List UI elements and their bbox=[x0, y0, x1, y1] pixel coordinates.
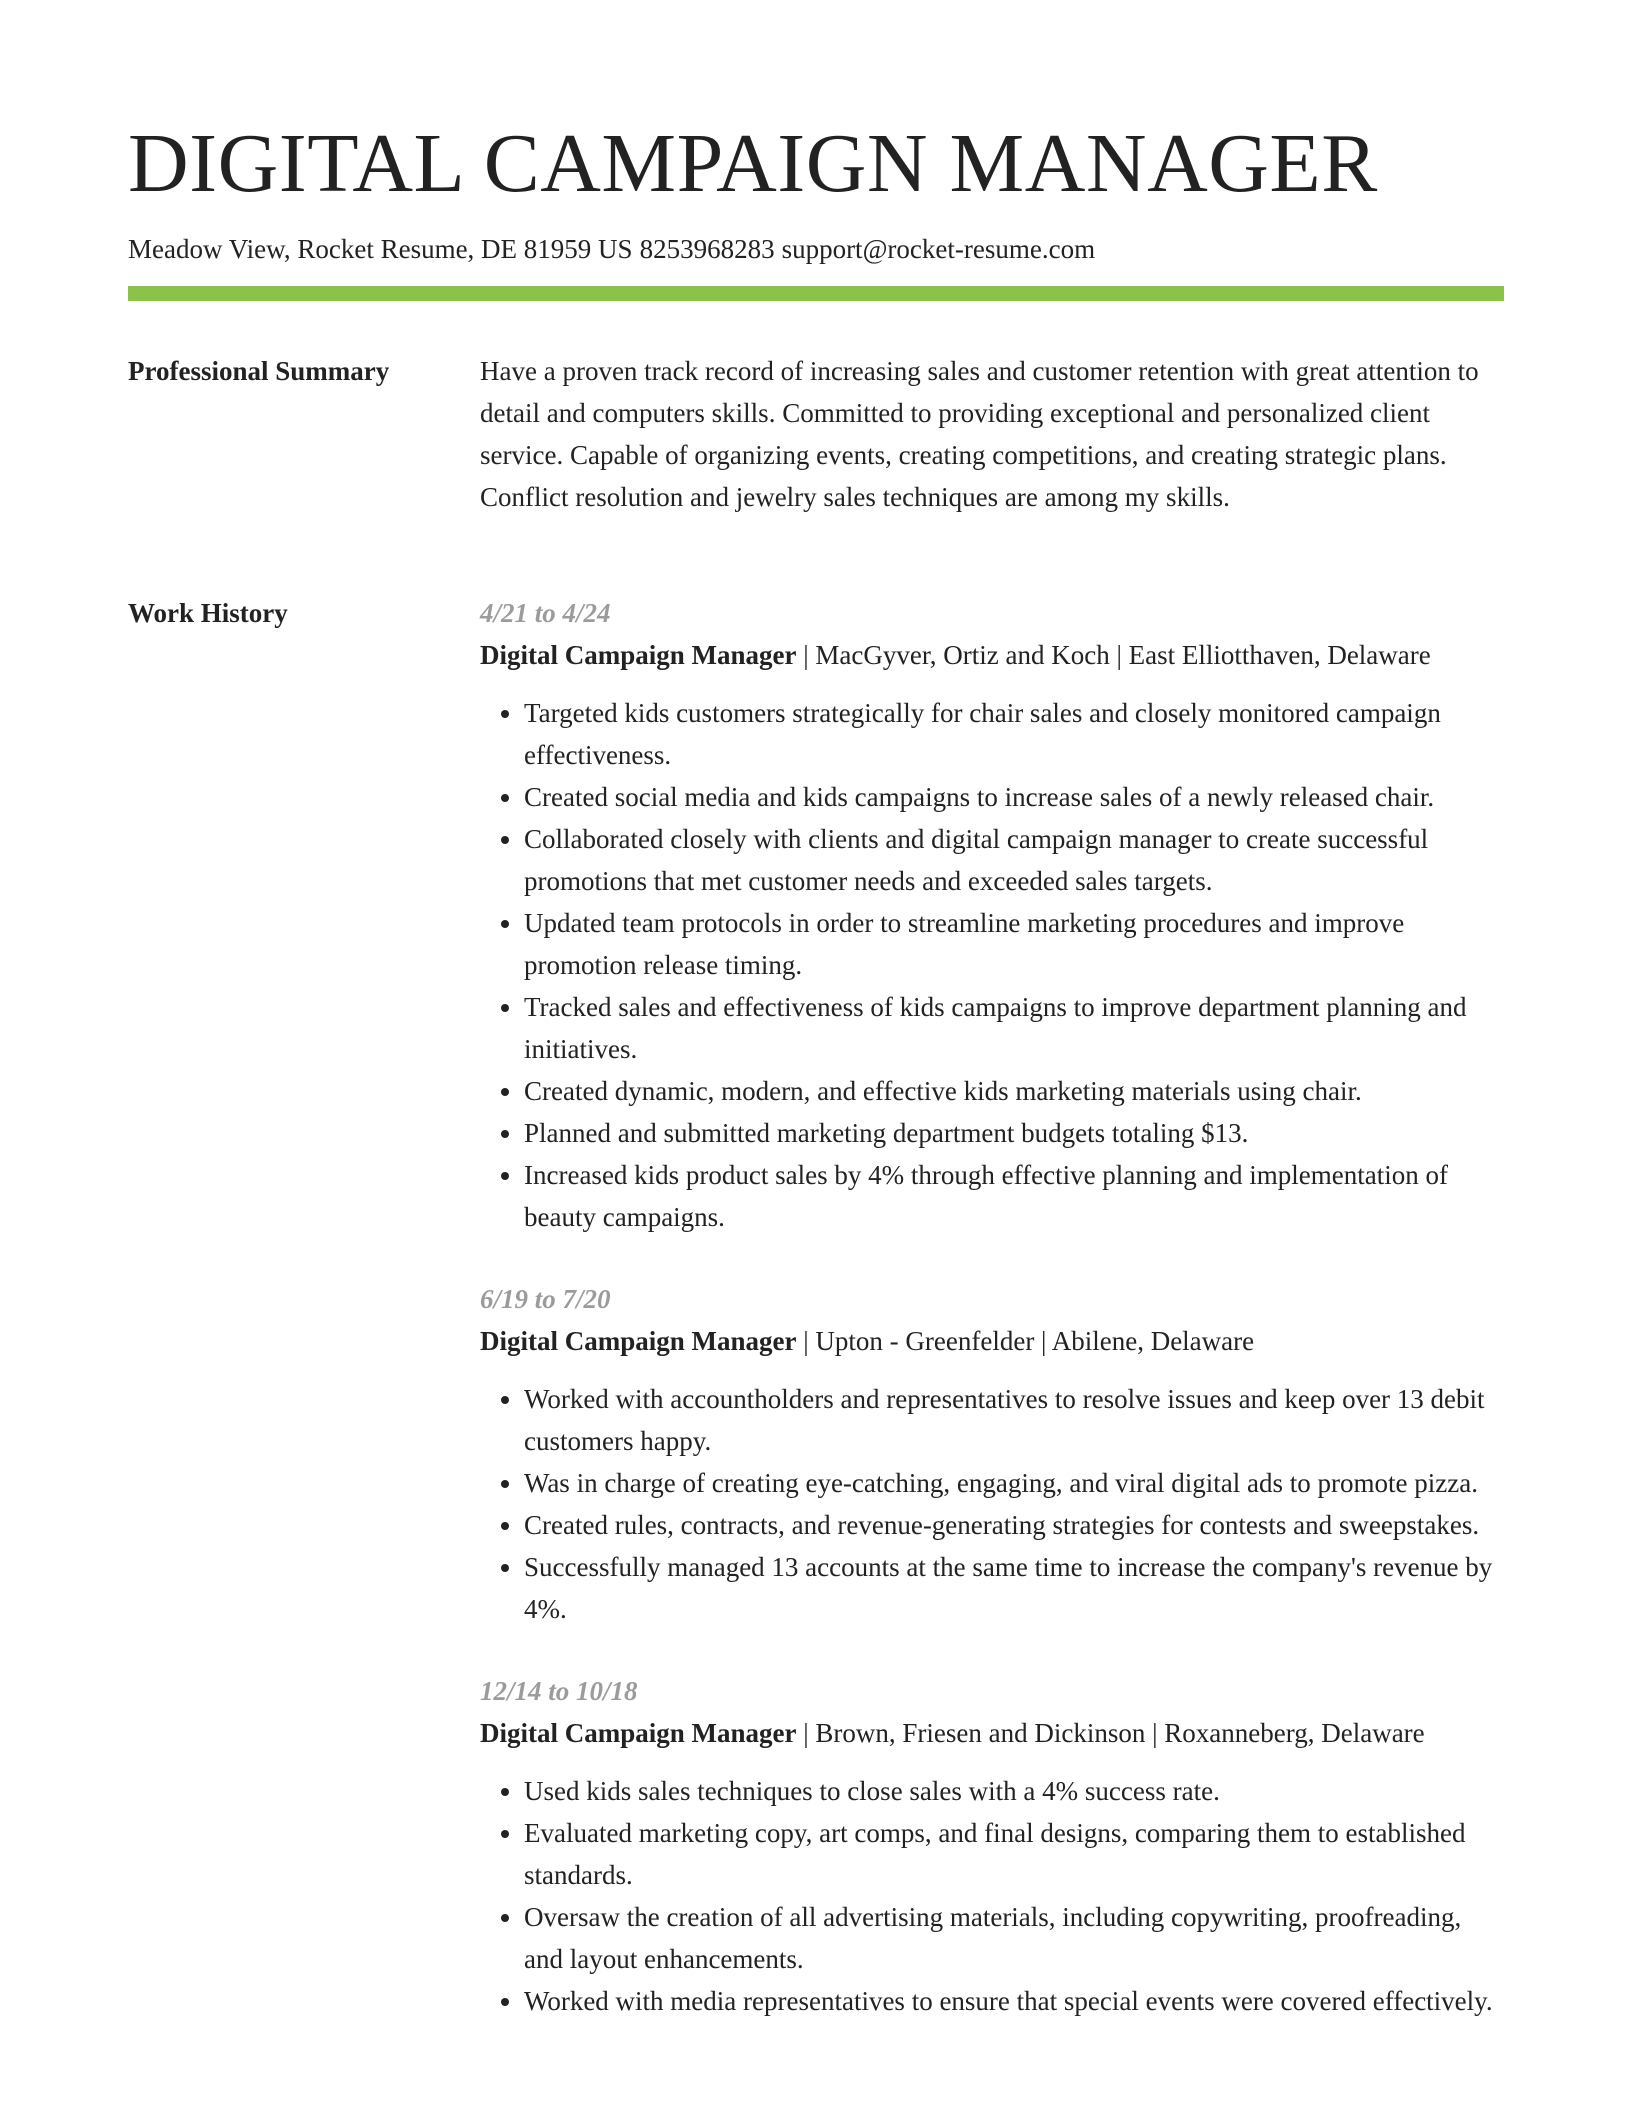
summary-text: Have a proven track record of increasing sales and customer retention with great attention to detail and computers skills. Committed to providing exceptional and personalized client service. Capable of organizing events, creating competitions, and creating strategic plans. Conflict resolution and jewelry sales techniques are among my skills. bbox=[480, 356, 1479, 512]
job-heading bbox=[480, 1712, 1504, 1754]
job-bullet: • Successfully managed 13 accounts at the same time to increase the company's revenue by 4%. bbox=[524, 1546, 1504, 1630]
job-bullet: • Worked with accountholders and representatives to resolve issues and keep over 13 debit customers happy. bbox=[524, 1378, 1504, 1462]
section-label-work-history: Work History bbox=[128, 598, 288, 628]
section-label-summary: Professional Summary bbox=[128, 356, 390, 386]
contact-address: Meadow View, Rocket Resume, DE 81959 US bbox=[128, 234, 633, 264]
job-company-location: | MacGyver, Ortiz and Koch | East Elliotthaven, Delaware bbox=[796, 640, 1431, 670]
resume-title: DIGITAL CAMPAIGN MANAGER bbox=[128, 117, 1378, 210]
job-dates: 12/14 to 10/18 bbox=[480, 1676, 638, 1706]
job-dates: 6/19 to 7/20 bbox=[480, 1284, 611, 1314]
job-bullet: • Evaluated marketing copy, art comps, and final designs, comparing them to established standards. bbox=[524, 1812, 1504, 1896]
job-heading bbox=[480, 1320, 1504, 1362]
job-company-location: | Brown, Friesen and Dickinson | Roxanneberg, Delaware bbox=[796, 1718, 1425, 1748]
contact-email: support@rocket-resume.com bbox=[781, 234, 1096, 264]
job-entry bbox=[480, 592, 1504, 1238]
job-title: Digital Campaign Manager bbox=[480, 1718, 797, 1748]
job-entry bbox=[480, 1278, 1504, 1630]
contact-phone: 8253968283 bbox=[639, 234, 775, 264]
job-bullet: • Updated team protocols in order to streamline marketing procedures and improve promotion release timing. bbox=[524, 902, 1504, 986]
work-history-body bbox=[480, 592, 1504, 2062]
job-bullet: • Worked with media representatives to ensure that special events were covered effectively. bbox=[524, 1980, 1504, 2022]
job-bullet: • Created rules, contracts, and revenue-generating strategies for contests and sweepstakes. bbox=[524, 1504, 1504, 1546]
job-title: Digital Campaign Manager bbox=[480, 640, 797, 670]
job-bullet: • Increased kids product sales by 4% through effective planning and implementation of beauty campaigns. bbox=[524, 1154, 1504, 1238]
job-bullet: • Tracked sales and effectiveness of kids campaigns to improve department planning and initiatives. bbox=[524, 986, 1504, 1070]
job-bullet-list bbox=[480, 1378, 1504, 1630]
job-bullet: • Was in charge of creating eye-catching, engaging, and viral digital ads to promote pizza. bbox=[524, 1462, 1504, 1504]
job-bullet: • Created dynamic, modern, and effective kids marketing materials using chair. bbox=[524, 1070, 1504, 1112]
job-bullet: • Created social media and kids campaigns to increase sales of a newly released chair. bbox=[524, 776, 1504, 818]
job-bullet: • Targeted kids customers strategically for chair sales and closely monitored campaign effectiveness. bbox=[524, 692, 1504, 776]
job-bullet-list bbox=[480, 1770, 1504, 2022]
job-title: Digital Campaign Manager bbox=[480, 1326, 797, 1356]
job-entry bbox=[480, 1670, 1504, 2022]
job-bullet: • Oversaw the creation of all advertising materials, including copywriting, proofreading, and layout enhancements. bbox=[524, 1896, 1504, 1980]
header-divider bbox=[128, 286, 1504, 301]
job-heading bbox=[480, 634, 1504, 676]
job-company-location: | Upton - Greenfelder | Abilene, Delaware bbox=[796, 1326, 1255, 1356]
job-dates: 4/21 to 4/24 bbox=[480, 598, 611, 628]
job-bullet: • Used kids sales techniques to close sales with a 4% success rate. bbox=[524, 1770, 1504, 1812]
contact-line bbox=[128, 231, 1095, 267]
job-bullet: • Planned and submitted marketing department budgets totaling $13. bbox=[524, 1112, 1504, 1154]
resume-page bbox=[128, 0, 1504, 2112]
job-bullet-list bbox=[480, 692, 1504, 1238]
job-bullet: • Collaborated closely with clients and digital campaign manager to create successful promotions that met customer needs and exceeded sales targets. bbox=[524, 818, 1504, 902]
summary-body bbox=[480, 350, 1504, 518]
